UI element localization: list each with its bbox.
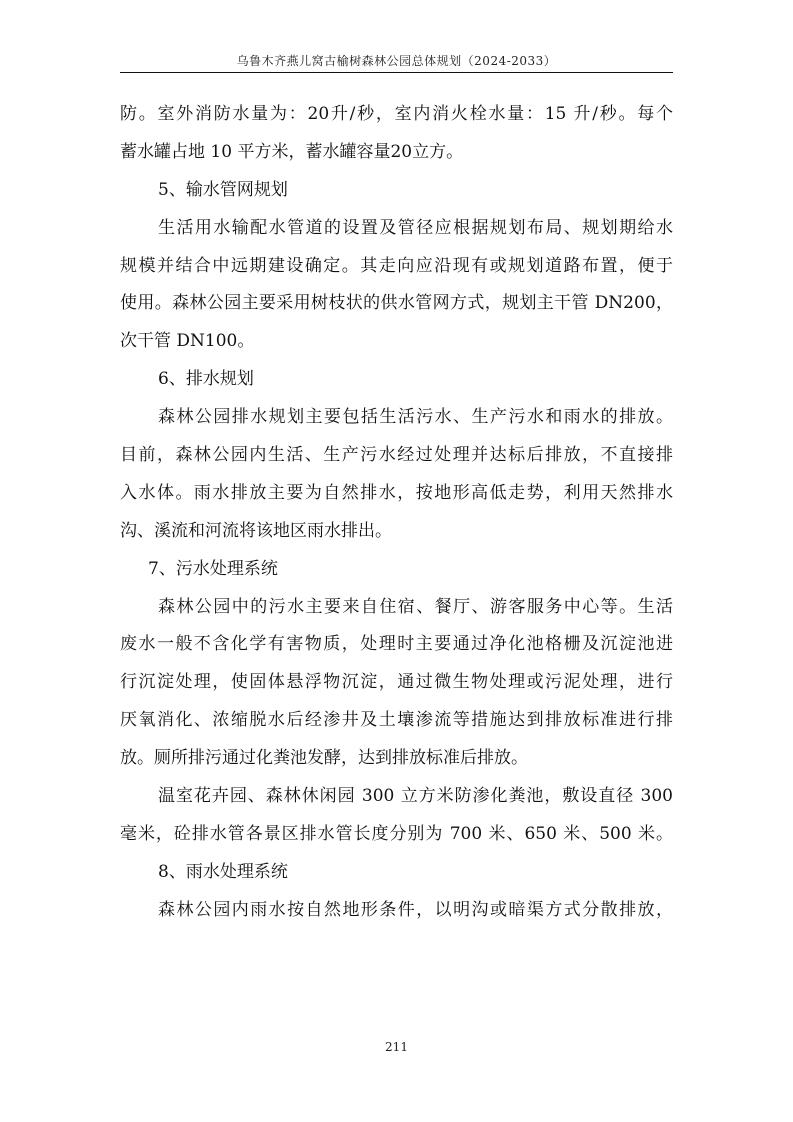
text-line: 生活用水输配水管道的设置及管径应根据规划布局、规划期给水: [158, 217, 673, 238]
text-line: 放。厕所排污通过化粪池发酵，达到排放标准后排放。: [120, 748, 528, 769]
header-rule: [120, 72, 673, 73]
text-line: 森林公园内雨水按自然地形条件，以明沟或暗渠方式分散排放，: [158, 899, 673, 920]
text-line: 蓄水罐占地 10 平方米，蓄水罐容量20立方。: [120, 141, 464, 162]
page-body: [120, 96, 673, 930]
text-line: 入水体。雨水排放主要为自然排水，按地形高低走势，利用天然排水: [120, 482, 673, 503]
text-line: 森林公园中的污水主要来自住宿、餐厅、游客服务中心等。生活: [158, 596, 673, 617]
text-line: 厌氧消化、浓缩脱水后经渗井及土壤渗流等措施达到排放标准进行排: [120, 710, 673, 731]
text-line: 规模并结合中远期建设确定。其走向应沿现有或规划道路布置，便于: [120, 255, 673, 276]
text-line: 毫米，砼排水管各景区排水管长度分别为 700 米、650 米、500 米。: [120, 823, 673, 844]
section-heading: 5、输水管网规划: [158, 179, 288, 200]
text-line: 行沉淀处理，使固体悬浮物沉淀，通过微生物处理或污泥处理，进行: [120, 672, 673, 693]
text-line: 沟、溪流和河流将该地区雨水排出。: [120, 520, 392, 541]
text-line: 防。室外消防水量为：20升/秒，室内消火栓水量：15 升/秒。每个: [120, 104, 673, 124]
text-line: 目前，森林公园内生活、生产污水经过处理并达标后排放，不直接排: [120, 445, 673, 466]
text-line: 次干管 DN100。: [120, 331, 255, 352]
text-line: 使用。森林公园主要采用树枝状的供水管网方式，规划主干管 DN200，: [120, 293, 673, 314]
page-number: 211: [385, 1040, 408, 1054]
text-line: 废水一般不含化学有害物质，处理时主要通过净化池格栅及沉淀池进: [120, 634, 673, 655]
section-heading: 8、雨水处理系统: [158, 861, 288, 882]
section-heading: 7、污水处理系统: [148, 558, 278, 579]
text-line: 森林公园排水规划主要包括生活污水、生产污水和雨水的排放。: [158, 407, 673, 428]
running-header: 乌鲁木齐燕儿窝古榆树森林公园总体规划（2024-2033）: [236, 54, 557, 68]
text-line: 温室花卉园、森林休闲园 300 立方米防渗化粪池，敷设直径 300: [158, 786, 673, 807]
section-heading: 6、排水规划: [158, 369, 254, 390]
